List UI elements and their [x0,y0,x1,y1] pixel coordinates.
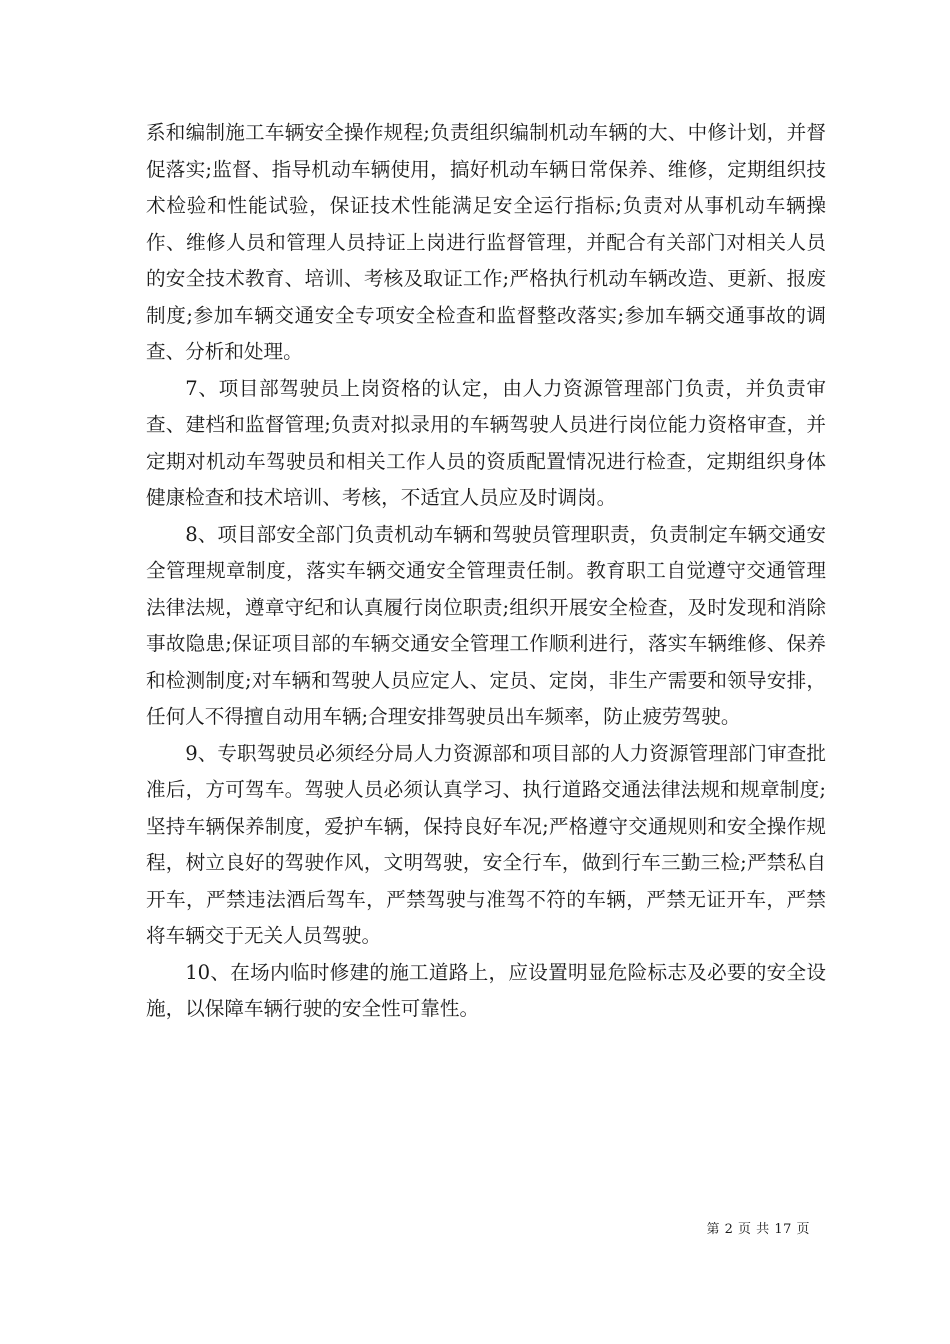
document-body [146,115,826,1028]
paragraph-item-10: 10、在场内临时修建的施工道路上，应设置明显危险标志及必要的安全设施，以保障车辆行驶的安全性可靠性。 [146,960,826,1020]
paragraph-item-8: 8、项目部安全部门负责机动车辆和驾驶员管理职责，负责制定车辆交通安全管理规章制度，落实车辆交通安全管理责任制。教育职工自觉遵守交通管理法律法规，遵章守纪和认真履行岗位职责;组织开展安全检查，及时发现和消除事故隐患;保证项目部的车辆交通安全管理工作顺利进行，落实车辆维修、保养和检测制度;对车辆和驾驶人员应定人、定员、定岗，非生产需要和领导安排，任何人不得擅自动用车辆;合理安排驾驶员出车频率，防止疲劳驾驶。 [146,522,826,728]
paragraph-continuation: 系和编制施工车辆安全操作规程;负责组织编制机动车辆的大、中修计划，并督促落实;监督、指导机动车辆使用，搞好机动车辆日常保养、维修，定期组织技术检验和性能试验，保证技术性能满足安全运行指标;负责对从事机动车辆操作、维修人员和管理人员持证上岗进行监督管理，并配合有关部门对相关人员的安全技术教育、培训、考核及取证工作;严格执行机动车辆改造、更新、报废制度;参加车辆交通安全专项安全检查和监督整改落实;参加车辆交通事故的调查、分析和处理。 [146,121,826,363]
paragraph-item-7: 7、项目部驾驶员上岗资格的认定，由人力资源管理部门负责，并负责审查、建档和监督管理;负责对拟录用的车辆驾驶人员进行岗位能力资格审查，并定期对机动车驾驶员和相关工作人员的资质配置情况进行检查，定期组织身体健康检查和技术培训、考核，不适宜人员应及时调岗。 [146,376,826,509]
paragraph-item-9: 9、专职驾驶员必须经分局人力资源部和项目部的人力资源管理部门审查批准后，方可驾车。驾驶人员必须认真学习、执行道路交通法律法规和规章制度;坚持车辆保养制度，爱护车辆，保持良好车况;严格遵守交通规则和安全操作规程，树立良好的驾驶作风，文明驾驶，安全行车，做到行车三勤三检;严禁私自开车，严禁违法酒后驾车，严禁驾驶与准驾不符的车辆，严禁无证开车，严禁将车辆交于无关人员驾驶。 [146,741,826,947]
page-number-footer: 第 2 页 共 17 页 [706,1222,810,1237]
